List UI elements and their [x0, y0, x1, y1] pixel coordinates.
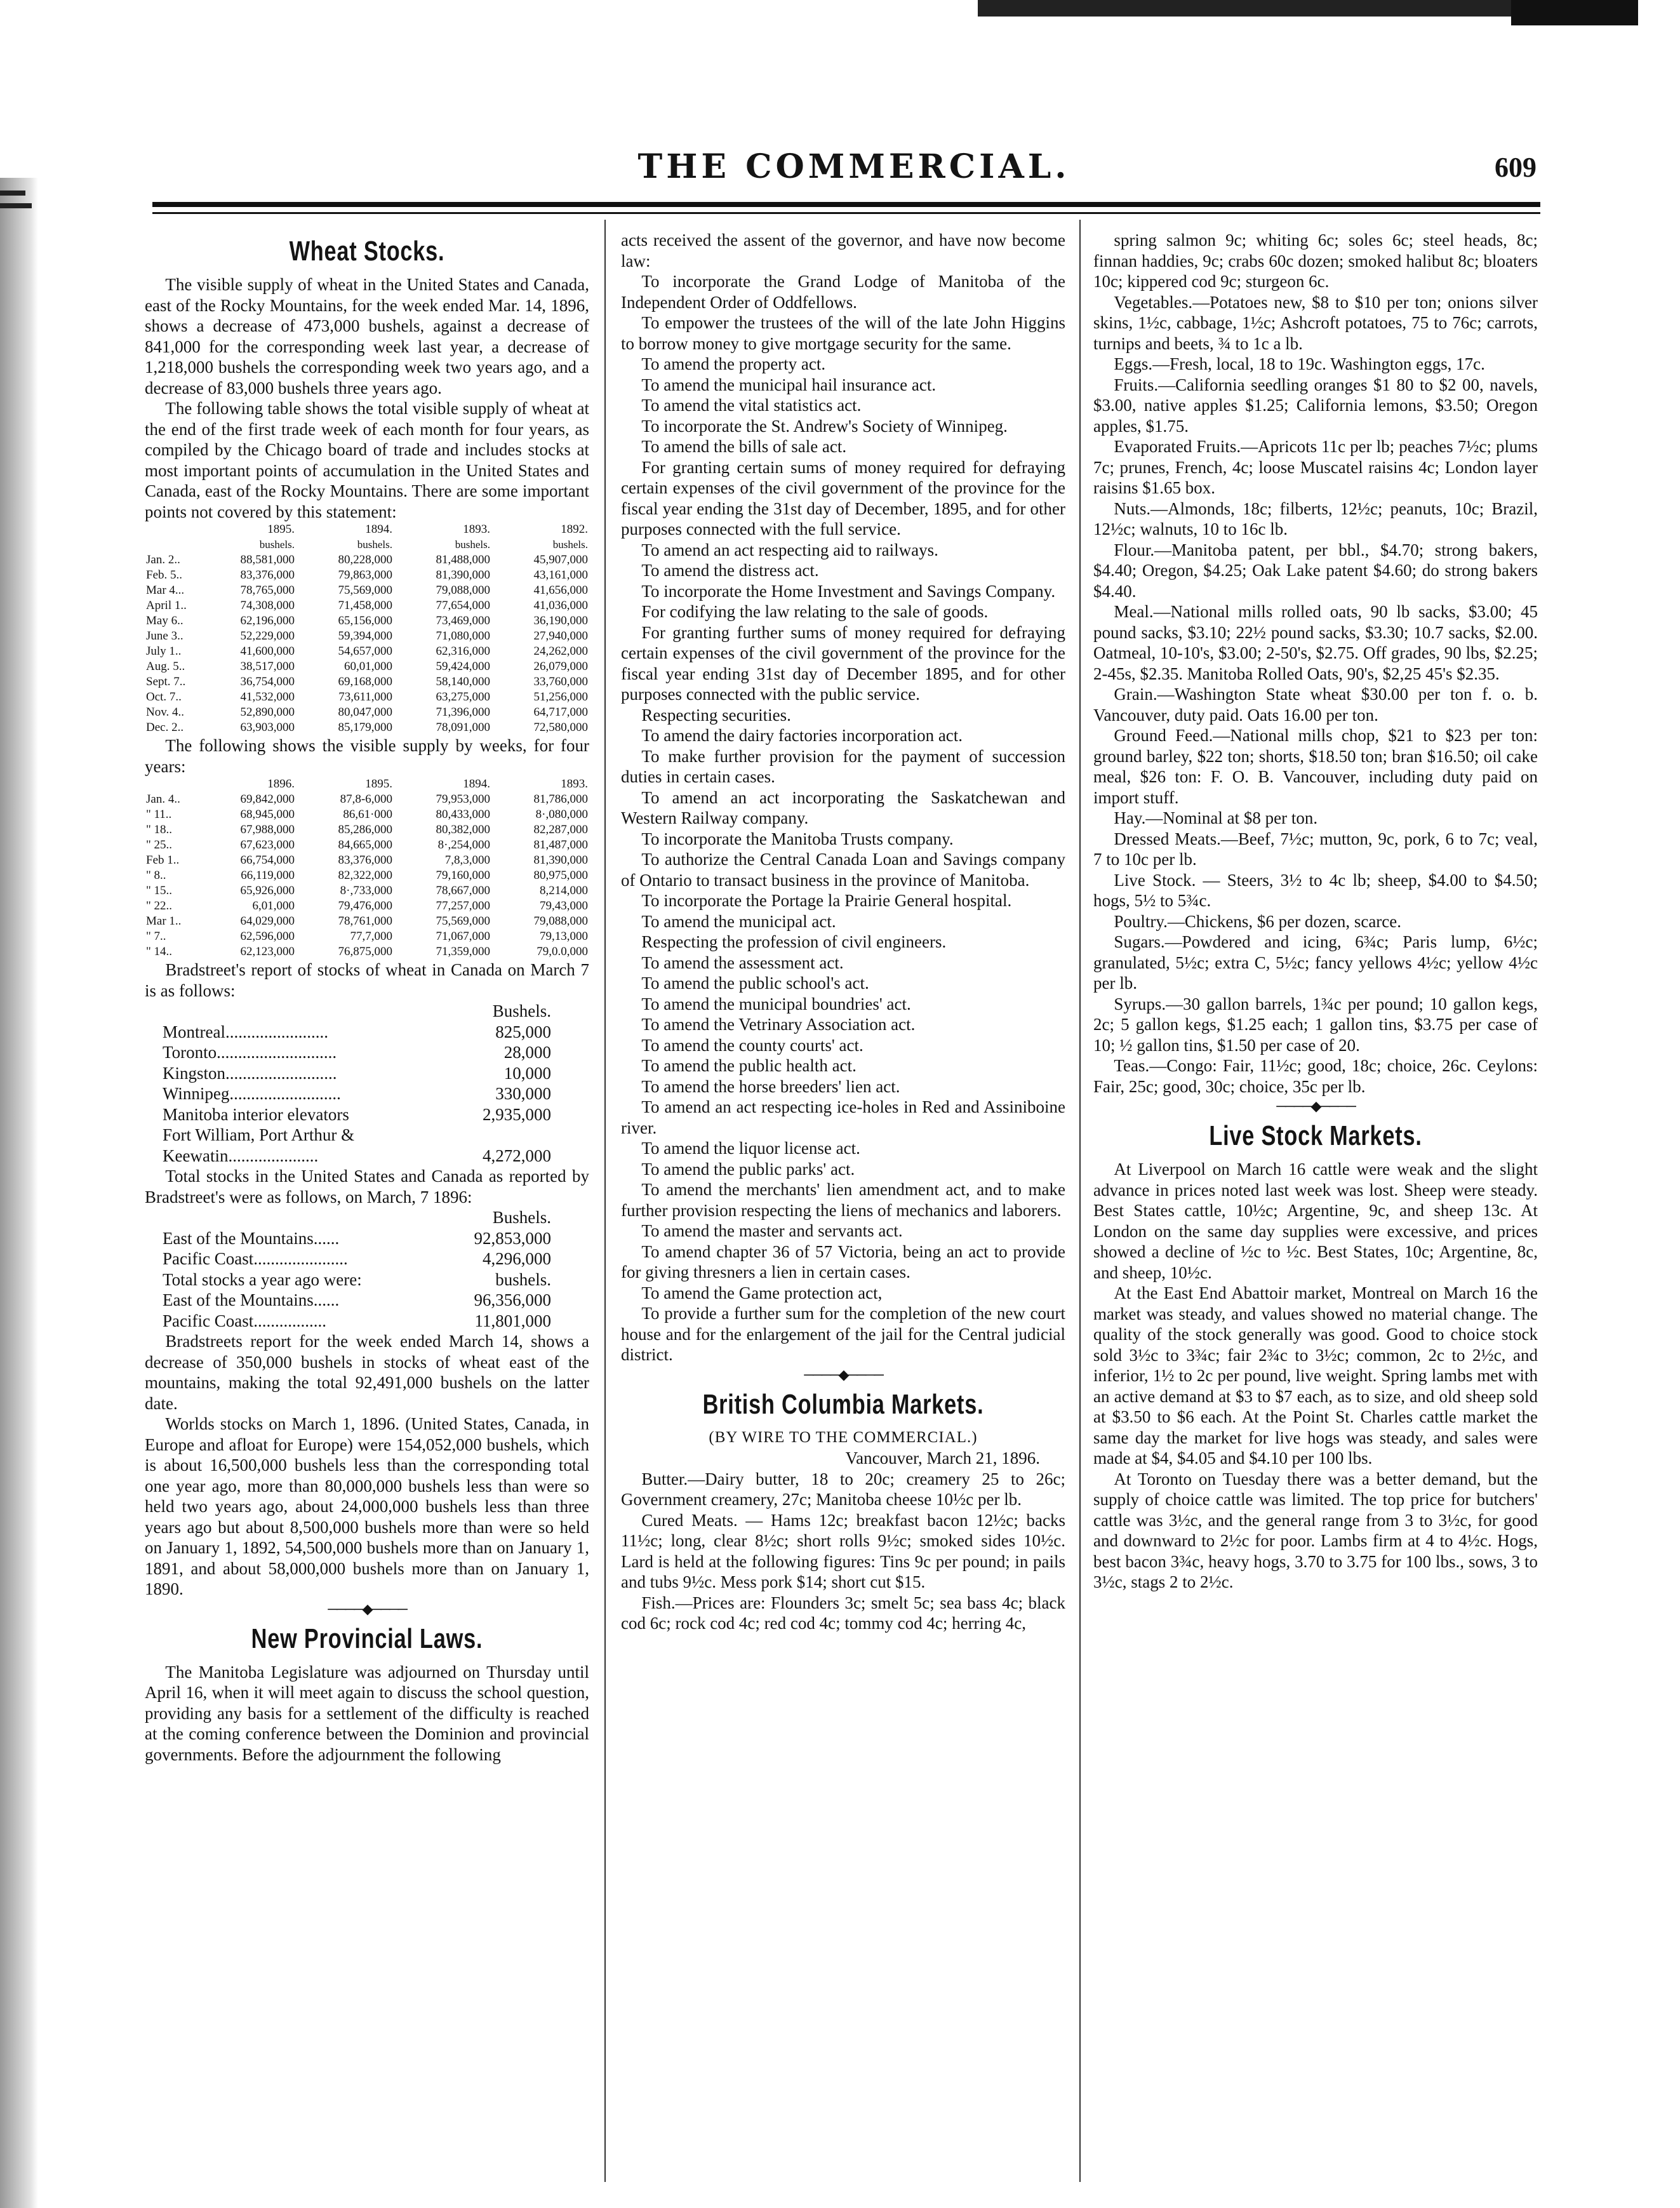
table-cell: 85,179,000 [338, 721, 392, 734]
table-cell: 63,275,000 [436, 690, 490, 704]
act-item: To amend the Vetrinary Association act. [641, 1015, 916, 1034]
column-divider [604, 220, 606, 2182]
price-paragraph: Sugars.—Powdered and icing, 6¾c; Paris lump, 6½c; granulated, 5½c; extra C, 5½c; fancy yellows 4½c; yellow 4½c per lb. [1093, 932, 1538, 993]
price-paragraph: Meal.—National mills rolled oats, 90 lb sacks, $3.00; 45 pound sacks, $3.10; 22½ pound sacks, $3.30; 10.7 sacks, $2.00. Oatmeal, 10-10's, $3.00; 2-50's, $2.75. Off grades, 90 lbs, $2.25; 2-45s, $2.35. Manitoba Rolled Oats, 90's, $2,25 45's $2.35. [1093, 602, 1538, 683]
stock-name: Pacific Coast................. [163, 1311, 326, 1330]
stock-name: Winnipeg.......................... [163, 1084, 341, 1103]
table-cell: 80,382,000 [436, 823, 490, 836]
table-cell: 68,945,000 [240, 808, 295, 821]
year-header: 1894. [463, 777, 490, 791]
margin-mark [0, 191, 25, 196]
price-paragraph: Evaporated Fruits.—Apricots 11c per lb; peaches 7½c; plums 7c; prunes, French, 4c; loose Muscatel raisins 4c; London layer raisins $1.65 box. [1093, 437, 1538, 497]
table-cell: 69,168,000 [338, 675, 392, 688]
act-item: To amend the distress act. [641, 561, 819, 580]
act-item: To amend the municipal boundries' act. [641, 994, 911, 1014]
table-cell: 71,359,000 [436, 945, 490, 958]
row-label: Mar 1.. [146, 914, 182, 928]
table-cell: 82,322,000 [338, 869, 392, 882]
stock-name: Total stocks a year ago were: [163, 1269, 362, 1289]
act-item: To amend the assessment act. [641, 953, 844, 972]
row-label: Aug. 5.. [146, 660, 185, 673]
table-cell: 41,532,000 [240, 690, 295, 704]
stock-value: 28,000 [503, 1043, 551, 1062]
table-cell: 81,390,000 [436, 568, 490, 582]
price-paragraph: Nuts.—Almonds, 18c; filberts, 12½c; peanuts, 10c; Brazil, 12½c; walnuts, 10 to 16c lb. [1093, 498, 1538, 539]
table-cell: 77,257,000 [436, 899, 490, 913]
header-rule-thin [152, 212, 1540, 214]
price-paragraph: Vegetables.—Potatoes new, $8 to $10 per ton; onions silver skins, 1½c, cabbage, 1½c; Ashcroft potatoes, 75 to 76c; carrots, turnips and beets, ¾ to 1c a lb. [1093, 292, 1538, 353]
article-heading: British Columbia Markets. [702, 1388, 984, 1420]
paragraph: The following table shows the total visible supply of wheat at the end of the first trade week of each month for four years, as compiled by the Chicago board of trade and includes stocks at most important points of accumulation in the United States and Canada, east of the Rocky Mountains. There are some important points not covered by this statement: [145, 399, 589, 521]
act-item: To amend the horse breeders' lien act. [641, 1076, 900, 1096]
table-cell: 76,875,000 [338, 945, 392, 958]
stock-value: 11,801,000 [474, 1311, 551, 1330]
stock-unit-label: Bushels. [492, 1001, 551, 1020]
paragraph: Butter.—Dairy butter, 18 to 20c; creamery 25 to 26c; Government creamery, 27c; Manitoba cheese 10½c per lb. [621, 1469, 1065, 1509]
table-cell: 67,623,000 [240, 838, 295, 852]
table-cell: 74,308,000 [240, 599, 295, 612]
table-cell: 78,761,000 [338, 914, 392, 928]
page-number: 609 [1495, 152, 1537, 183]
act-item: To incorporate the Portage la Prairie General hospital. [641, 891, 1012, 910]
price-paragraph: Eggs.—Fresh, local, 18 to 19c. Washington eggs, 17c. [1114, 354, 1485, 373]
table-cell: 26,079,000 [533, 660, 588, 673]
act-item: To amend the county courts' act. [641, 1035, 863, 1055]
year-header: 1894. [365, 523, 392, 536]
row-label: " 25.. [146, 838, 173, 852]
table-cell: 71,080,000 [436, 629, 490, 643]
table-row [145, 644, 589, 659]
act-item: Respecting securities. [641, 705, 791, 725]
table-cell: 67,988,000 [240, 823, 295, 836]
table-row [145, 868, 589, 883]
section-separator [621, 1367, 1065, 1383]
table-cell: 24,262,000 [533, 645, 588, 658]
unit-header: bushels. [552, 539, 588, 551]
stock-value: bushels. [495, 1269, 551, 1289]
table-cell: 52,890,000 [240, 706, 295, 719]
table-row [145, 613, 589, 629]
year-header: 1893. [463, 523, 490, 536]
table-cell: 78,765,000 [240, 584, 295, 597]
table-row [145, 598, 589, 613]
stock-value: 96,356,000 [474, 1290, 551, 1309]
row-label: May 6.. [146, 614, 183, 627]
year-header: 1893. [561, 777, 588, 791]
year-header: 1892. [561, 523, 588, 536]
stock-name: Keewatin..................... [163, 1146, 319, 1165]
article-heading: New Provincial Laws. [251, 1623, 483, 1654]
masthead [171, 147, 1537, 185]
stock-row [145, 1063, 589, 1084]
act-item: For codifying the law relating to the sale of goods. [641, 602, 989, 621]
weekly-supply-table [145, 777, 589, 960]
table-cell: 79,088,000 [533, 914, 588, 928]
stock-name: East of the Mountains...... [163, 1228, 340, 1248]
table-cell: 43,161,000 [533, 568, 588, 582]
unit-header: bushels. [455, 539, 490, 551]
stock-row [145, 1269, 589, 1290]
table-cell: 81,390,000 [533, 853, 588, 867]
table-cell: 77,7,000 [350, 930, 392, 943]
canada-stock-list [145, 1022, 589, 1167]
stock-row [145, 1146, 589, 1167]
table-cell: 81,488,000 [436, 553, 490, 566]
row-label: " 14.. [146, 945, 173, 958]
stock-row [145, 1083, 589, 1104]
row-label: Sept. 7.. [146, 675, 186, 688]
price-paragraph: Dressed Meats.—Beef, 7½c; mutton, 9c, pork, 6 to 7c; veal, 7 to 10c per lb. [1093, 829, 1538, 869]
table-cell: 8·,733,000 [340, 884, 392, 897]
column-1 [145, 230, 589, 1765]
stock-name: Kingston.......................... [163, 1063, 337, 1083]
paragraph: Cured Meats. — Hams 12c; breakfast bacon 12½c; backs 11½c; long, clear 8½c; short rolls 9½c; smoked sides 10½c. Lard is held at the following figures: Tins 9c per pound; in pails and tubs 9½c. Mess pork $14; short cut $15. [621, 1510, 1065, 1591]
stock-value: 92,853,000 [474, 1228, 551, 1248]
table-row [145, 568, 589, 583]
stock-row [145, 1311, 589, 1332]
row-label: April 1.. [146, 599, 187, 612]
article-heading: Live Stock Markets. [1209, 1120, 1422, 1151]
page-title: THE COMMERCIAL. [637, 147, 1070, 186]
act-item: To amend the public school's act. [641, 974, 869, 993]
table-cell: 79,953,000 [436, 793, 490, 806]
table-cell: 85,286,000 [338, 823, 392, 836]
table-cell: 64,717,000 [533, 706, 588, 719]
table-cell: 75,569,000 [338, 584, 392, 597]
table-cell: 27,940,000 [533, 629, 588, 643]
us-stock-list [145, 1228, 589, 1332]
unit-header: bushels. [259, 539, 295, 551]
stock-value: 330,000 [495, 1084, 551, 1103]
section-separator [1093, 1098, 1538, 1114]
price-paragraph: Poultry.—Chickens, $6 per dozen, scarce. [1114, 911, 1402, 931]
row-label: " 7.. [146, 930, 166, 943]
margin-mark [0, 203, 32, 208]
table-cell: 84,665,000 [338, 838, 392, 852]
paragraph: Bradstreet's report of stocks of wheat in Canada on March 7 is as follows: [145, 960, 589, 1000]
table-cell: 8,214,000 [540, 884, 588, 897]
table-cell: 36,754,000 [240, 675, 295, 688]
table-cell: 52,229,000 [240, 629, 295, 643]
table-row [145, 899, 589, 914]
act-item: To incorporate the St. Andrew's Society of Winnipeg. [641, 416, 1008, 436]
act-item: To amend the dairy factories incorporation act. [641, 726, 963, 745]
table-cell: 8·,254,000 [437, 838, 490, 852]
stock-name: Manitoba interior elevators [163, 1104, 349, 1124]
act-item: To amend the public parks' act. [641, 1159, 855, 1179]
price-paragraph: Fruits.—California seedling oranges $1 80 to $2 00, navels, $3.00, native apples $1.25; California lemons, $3.50; Oregon apples, $1.75. [1093, 375, 1538, 436]
table-cell: 79,476,000 [338, 899, 392, 913]
table-row [145, 944, 589, 960]
table-row [145, 629, 589, 644]
table-cell: 45,907,000 [533, 553, 588, 566]
table-cell: 62,596,000 [240, 930, 295, 943]
paragraph: At the East End Abattoir market, Montreal on March 16 the market was steady, and values showed no material change. The quality of the stock generally was good. Good to choice stock sold 3½c to 3¾c; fair 2¾c to 3½c; common, 2c to 2½c, and inferior, 1½ to 2c per pound, live weight. Spring lambs met with an active demand at $3 to $7 each, as to size, and old sheep sold at $3.50 to $6 each. At the Point St. Charles cattle market the same day the market for live hogs was steady, and sales were made at $4, $4.05 and $4.10 per 100 lbs. [1093, 1283, 1538, 1468]
act-item: To amend an act respecting ice-holes in Red and Assiniboine river. [621, 1097, 1065, 1137]
market-prices [1093, 230, 1538, 1097]
table-cell: 71,458,000 [338, 599, 392, 612]
article-heading: Wheat Stocks. [289, 236, 445, 267]
paragraph: Bradstreets report for the week ended March 14, shows a decrease of 350,000 bushels in stocks of wheat east of the mountains, making the total 92,491,000 bushels on the latter date. [145, 1332, 589, 1413]
act-item: To amend the vital statistics act. [641, 396, 862, 415]
stock-name: East of the Mountains...... [163, 1290, 340, 1309]
table-cell: 41,600,000 [240, 645, 295, 658]
stock-name: Montreal........................ [163, 1022, 328, 1041]
stock-row [145, 1125, 589, 1146]
row-label: Feb. 5.. [146, 568, 182, 582]
table-row [145, 720, 589, 735]
table-cell: 33,760,000 [533, 675, 588, 688]
table-cell: 81,786,000 [533, 793, 588, 806]
act-item: For granting certain sums of money required for defraying certain expenses of the civil government of the province for the fiscal year ending the 31st day of December, 1895, and for other purposes connected with the full service. [621, 457, 1065, 539]
stock-row [145, 1248, 589, 1269]
table-cell: 78,091,000 [436, 721, 490, 734]
act-item: To amend the public health act. [641, 1056, 857, 1075]
acts-list [621, 230, 1065, 1365]
table-cell: 7,8,3,000 [444, 853, 490, 867]
price-paragraph: Grain.—Washington State wheat $30.00 per ton f. o. b. Vancouver, duty paid. Oats 16.00 per ton. [1093, 685, 1538, 725]
table-cell: 36,190,000 [533, 614, 588, 627]
table-row [145, 659, 589, 674]
dateline: Vancouver, March 21, 1896. [845, 1449, 1040, 1468]
row-label: July 1.. [146, 645, 182, 658]
table-row [145, 552, 589, 568]
column-divider [1079, 220, 1081, 2182]
table-cell: 8·,080,000 [535, 808, 588, 821]
act-item: To provide a further sum for the completion of the new court house and for the enlargement of the jail for the Central judicial district. [621, 1304, 1065, 1364]
table-row [145, 883, 589, 899]
act-item: To incorporate the Home Investment and Savings Company. [641, 581, 1056, 601]
table-cell: 79,43,000 [540, 899, 588, 913]
table-cell: 58,140,000 [436, 675, 490, 688]
table-cell: 88,581,000 [240, 553, 295, 566]
table-row [145, 838, 589, 853]
table-cell: 66,119,000 [241, 869, 295, 882]
year-header: 1895. [267, 523, 295, 536]
table-cell: 83,376,000 [338, 853, 392, 867]
price-paragraph: Hay.—Nominal at $8 per ton. [1114, 808, 1318, 827]
table-cell: 71,396,000 [436, 706, 490, 719]
stock-value: 4,296,000 [483, 1249, 551, 1268]
unit-header: bushels. [357, 539, 392, 551]
table-cell: 77,654,000 [436, 599, 490, 612]
stock-row [145, 1290, 589, 1311]
article-subheading: (BY WIRE TO THE COMMERCIAL.) [709, 1428, 978, 1446]
act-item: For granting further sums of money required for defraying certain expenses of the civil government of the province for the fiscal year ending 31st day of December 1895, and for other purposes connected with the public service. [621, 622, 1065, 704]
table-row [145, 583, 589, 598]
price-paragraph: Live Stock. — Steers, 3½ to 4c lb; sheep, $4.00 to $4.50; hogs, 5½ to 5¾c. [1093, 870, 1538, 910]
column-3 [1093, 230, 1538, 1593]
row-label: June 3.. [146, 629, 183, 643]
stock-row [145, 1042, 589, 1063]
table-cell: 73,611,000 [338, 690, 392, 704]
table-cell: 62,123,000 [240, 945, 295, 958]
act-item: To amend the municipal act. [641, 911, 836, 931]
act-item: acts received the assent of the governor, and have now become law: [621, 231, 1065, 271]
row-label: " 18.. [146, 823, 173, 836]
scan-edge-block [1511, 0, 1638, 25]
table-cell: 83,376,000 [240, 568, 295, 582]
scan-binding-shadow [0, 178, 38, 2208]
price-paragraph: Flour.—Manitoba patent, per bbl., $4.70; strong bakers, $4.40; Oregon, $4.25; Oak Lake patent $4.60; do strong bakers $4.40. [1093, 540, 1538, 601]
stock-row [145, 1022, 589, 1043]
table-row [145, 690, 589, 705]
table-cell: 81,487,000 [533, 838, 588, 852]
table-cell: 38,517,000 [240, 660, 295, 673]
paragraph: The Manitoba Legislature was adjourned on Thursday until April 16, when it will meet again to discuss the school question, providing any basis for a settlement of the difficulty is reached at the coming conference between the Dominion and provincial governments. Before the adjournment the following [145, 1662, 589, 1764]
table-cell: 63,903,000 [240, 721, 295, 734]
act-item: To amend the bills of sale act. [641, 437, 847, 456]
act-item: To amend chapter 36 of 57 Victoria, being an act to provide for giving thresners a lien in certain cases. [621, 1241, 1065, 1281]
stock-row [145, 1228, 589, 1249]
paragraph: Total stocks in the United States and Canada as reported by Bradstreet's were as follows, on March, 7 1896: [145, 1167, 589, 1207]
act-item: To amend the master and servants act. [641, 1221, 903, 1240]
year-header: 1895. [365, 777, 392, 791]
year-header: 1896. [267, 777, 295, 791]
stock-value: 10,000 [503, 1063, 551, 1083]
stock-row [145, 1104, 589, 1125]
table-row [145, 822, 589, 838]
act-item: To amend an act respecting aid to railways. [641, 540, 938, 559]
header-rule [152, 202, 1540, 207]
row-label: Mar 4... [146, 584, 185, 597]
table-row [145, 914, 589, 929]
act-item: To make further provision for the payment of succession duties in certain cases. [621, 746, 1065, 786]
paragraph: At Toronto on Tuesday there was a better demand, but the supply of choice cattle was limited. The top price for butchers' cattle was 3½c, and the general range from 3 to 3½c, for good and downward to 2½c for poor. Lambs firm at 4 to 4½c. Hogs, best bacon 3¾c, heavy hogs, 3.70 to 3.75 for 100 lbs., sows, 3 to 3½c, stags 2 to 2½c. [1093, 1469, 1538, 1591]
stock-name: Pacific Coast...................... [163, 1249, 348, 1268]
price-paragraph: Teas.—Congo: Fair, 11½c; good, 18c; choice, 26c. Ceylons: Fair, 25c; good, 30c; choice, 35c per lb. [1093, 1056, 1538, 1096]
row-label: Nov. 4.. [146, 706, 184, 719]
act-item: To amend the merchants' lien amendment act, and to make further provision respecting the liens of mechanics and laborers. [621, 1180, 1065, 1220]
table-cell: 41,656,000 [533, 584, 588, 597]
row-label: Jan. 2.. [146, 553, 180, 566]
table-cell: 86,61·000 [343, 808, 392, 821]
table-cell: 79,0.0,000 [537, 945, 588, 958]
table-cell: 64,029,000 [240, 914, 295, 928]
price-paragraph: Syrups.—30 gallon barrels, 1¾c per pound; 10 gallon kegs, 2c; 5 gallon kegs, $1.25 each; 1 gallon tins, $3.75 per case of 10; ½ gallon tins, $1.50 per case of 20. [1093, 994, 1538, 1055]
table-cell: 65,926,000 [240, 884, 295, 897]
stock-value: 4,272,000 [483, 1146, 551, 1165]
table-row [145, 929, 589, 944]
table-cell: 54,657,000 [338, 645, 392, 658]
table-cell: 59,424,000 [436, 660, 490, 673]
paragraph: At Liverpool on March 16 cattle were weak and the slight advance in prices noted last week was lost. Sheep were steady. Best States cattle, 10½c; Argentine, 9c, and sheep 13c. At London on the same day supplies were excessive, and prices showed a decline of ½c to ½c. Best States, 10c; Argentine, 8c, and sheep, 10½c. [1093, 1160, 1538, 1282]
monthly-supply-table [145, 522, 589, 735]
table-row [145, 792, 589, 807]
table-cell: 80,975,000 [533, 869, 588, 882]
paragraph: The following shows the visible supply by weeks, for four years: [145, 736, 589, 776]
paragraph: Fish.—Prices are: Flounders 3c; smelt 5c; sea bass 4c; black cod 6c; rock cod 4c; red cod 4c; tommy cod 4c; herring 4c, [621, 1593, 1065, 1633]
act-item: To amend the liquor license act. [641, 1139, 860, 1158]
table-cell: 87,8-6,000 [340, 793, 392, 806]
table-cell: 69,842,000 [240, 793, 295, 806]
act-item: To amend the municipal hail insurance act. [641, 375, 937, 394]
table-row [145, 705, 589, 720]
livestock-reports [1093, 1159, 1538, 1593]
table-cell: 6,01,000 [252, 899, 295, 913]
stock-value: 825,000 [495, 1022, 551, 1041]
act-item: To amend the property act. [641, 354, 826, 373]
table-row [145, 853, 589, 868]
table-cell: 75,569,000 [436, 914, 490, 928]
row-label: Jan. 4.. [146, 793, 180, 806]
act-item: To amend an act incorporating the Saskatchewan and Western Railway company. [621, 787, 1065, 827]
table-cell: 66,754,000 [240, 853, 295, 867]
table-cell: 73,469,000 [436, 614, 490, 627]
table-cell: 65,156,000 [338, 614, 392, 627]
table-cell: 51,256,000 [533, 690, 588, 704]
table-cell: 80,228,000 [338, 553, 392, 566]
row-label: " 8.. [146, 869, 166, 882]
row-label: " 22.. [146, 899, 173, 913]
table-cell: 62,316,000 [436, 645, 490, 658]
section-separator [145, 1601, 589, 1617]
stock-value: 2,935,000 [483, 1104, 551, 1124]
stock-name: Fort William, Port Arthur & [163, 1125, 355, 1144]
table-cell: 80,433,000 [436, 808, 490, 821]
table-cell: 79,13,000 [540, 930, 588, 943]
paragraph: The visible supply of wheat in the United States and Canada, east of the Rocky Mountains, for the week ended Mar. 14, 1896, shows a decrease of 473,000 bushels, against a decrease of 841,000 for the corresponding week last year, a decrease of 1,218,000 bushels the corresponding week two years ago, and a decrease of 83,000 bushels three years ago. [145, 275, 589, 398]
row-label: Feb 1.. [146, 853, 180, 867]
act-item: To amend the Game protection act, [641, 1283, 883, 1302]
act-item: To empower the trustees of the will of the late John Higgins to borrow money to give mortgage security for the same. [621, 313, 1065, 353]
row-label: " 11.. [146, 808, 172, 821]
table-row [145, 674, 589, 690]
table-cell: 71,067,000 [436, 930, 490, 943]
paragraph: Worlds stocks on March 1, 1896. (United States, Canada, in Europe and afloat for Europe) were 154,052,000 bushels, which is about 16,500,000 bushels less than the corresponding total one year ago, more than 80,000,000 bushels less than were so held two years ago, about 24,000,000 bushels less than three years ago but about 8,500,000 bushels more than were so held on January 1, 1892, 54,500,000 bushels more than on January 1, 1891, and about 58,000,000 bushels more than on January 1, 1890. [145, 1414, 589, 1598]
table-cell: 82,287,000 [533, 823, 588, 836]
table-cell: 59,394,000 [338, 629, 392, 643]
table-cell: 62,196,000 [240, 614, 295, 627]
price-paragraph: Ground Feed.—National mills chop, $21 to $23 per ton: ground barley, $22 ton; shorts, $18.50 ton; bran $16.50; oil cake meal, $26 ton: F. O. B. Vancouver, including duty paid on import stuff. [1093, 726, 1538, 807]
act-item: To incorporate the Manitoba Trusts company. [641, 829, 954, 848]
table-cell: 72,580,000 [533, 721, 588, 734]
act-item: To authorize the Central Canada Loan and Savings company of Ontario to transact business in the province of Manitoba. [621, 850, 1065, 890]
table-cell: 78,667,000 [436, 884, 490, 897]
act-item: To incorporate the Grand Lodge of Manitoba of the Independent Order of Oddfellows. [621, 272, 1065, 312]
price-paragraph: spring salmon 9c; whiting 6c; soles 6c; steel heads, 8c; finnan haddies, 9c; crabs 60c dozen; smoked halibut 8c; bloaters 10c; kippered cod 9c; sturgeon 6c. [1093, 231, 1538, 291]
table-row [145, 807, 589, 822]
row-label: " 15.. [146, 884, 173, 897]
table-cell: 79,088,000 [436, 584, 490, 597]
table-cell: 60,01,000 [344, 660, 392, 673]
table-cell: 41,036,000 [533, 599, 588, 612]
table-cell: 79,160,000 [436, 869, 490, 882]
stock-name: Toronto............................ [163, 1043, 337, 1062]
table-cell: 80,047,000 [338, 706, 392, 719]
column-2 [621, 230, 1065, 1634]
act-item: Respecting the profession of civil engineers. [641, 932, 947, 951]
row-label: Dec. 2.. [146, 721, 184, 734]
stock-unit-label: Bushels. [492, 1208, 551, 1227]
row-label: Oct. 7.. [146, 690, 182, 704]
table-cell: 79,863,000 [338, 568, 392, 582]
